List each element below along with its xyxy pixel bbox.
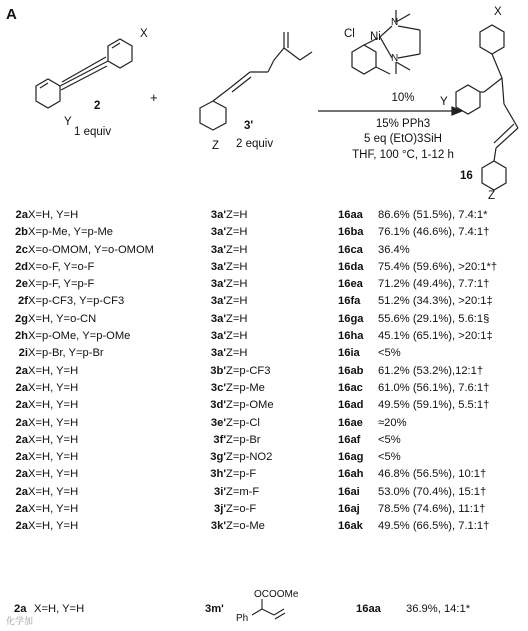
table-row — [0, 518, 497, 535]
table-row — [0, 242, 497, 259]
yield-and-ratio: <5% — [378, 347, 401, 360]
alkyne-substituents: X=H, Y=H — [28, 364, 79, 377]
product-id: 16ab — [338, 364, 364, 377]
product-id: 16ae — [338, 416, 363, 429]
product-id: 16ca — [338, 243, 363, 256]
table-row — [0, 207, 497, 224]
carbonate-id: 3a' — [210, 347, 226, 360]
panel-letter: A — [6, 6, 17, 23]
alkyne-id: 2c — [15, 243, 28, 256]
alkyne-substituents: X=p-Me, Y=p-Me — [28, 226, 113, 239]
alkyne-substituents: X=H, Y=H — [28, 209, 79, 221]
yield-and-ratio: 51.2% (34.3%), >20:1‡ — [378, 295, 493, 308]
alkyne-id: 2d — [14, 260, 28, 273]
alkyne-substituents: X=o-F, Y=o-F — [28, 260, 95, 273]
alkyne-id: 2a — [15, 468, 28, 481]
carbonate-substituent: Z=H — [226, 295, 248, 308]
yield-and-ratio: 86.6% (51.5%), 7.4:1* — [378, 209, 488, 221]
carbonate-id: 3b' — [210, 364, 226, 377]
carbonate-id: 3a' — [210, 209, 226, 221]
reactant-3-equiv: 2 equiv — [236, 138, 274, 150]
table-row — [0, 432, 497, 449]
condition-reductant: 5 eq (EtO)3SiH — [364, 133, 442, 145]
alkyne-id: 2f — [18, 295, 28, 308]
substrate-scope-table — [0, 207, 497, 536]
table-row — [0, 501, 497, 518]
alkyne-substituents: X=H, Y=H — [28, 468, 79, 481]
carbonate-substituent: Z=p-NO2 — [226, 451, 273, 464]
carbonate-substituent: Z=o-Me — [226, 520, 265, 533]
table-body — [0, 207, 497, 536]
x-label-2: X — [140, 28, 148, 40]
carbonate-substituent: Z=H — [226, 347, 248, 360]
alkyne-id: 2a — [15, 381, 28, 394]
product-id: 16ai — [338, 485, 360, 498]
carbonate-id: 3a' — [210, 295, 226, 308]
y-label-16: Y — [440, 96, 448, 108]
reactant-2-equiv: 1 equiv — [74, 126, 112, 138]
table-row-result: 36.9%, 14:1* — [406, 603, 471, 615]
carbonate-id: 3a' — [210, 330, 226, 343]
carbonate-substituent: Z=p-Br — [226, 433, 261, 446]
carbonate-id: 3g' — [210, 451, 226, 464]
table-row — [0, 363, 497, 380]
product-id: 16af — [338, 433, 361, 446]
table-row — [0, 328, 497, 345]
table-row-xy: X=H, Y=H — [34, 603, 85, 615]
carbonate-substituent: Z=H — [226, 226, 248, 239]
z-label-3: Z — [212, 140, 220, 152]
carbonate-substituent: Z=H — [226, 330, 248, 343]
yield-and-ratio: 46.8% (56.5%), 10:1† — [378, 468, 487, 481]
carbonate-substituent: Z=m-F — [226, 485, 260, 498]
table-row — [0, 345, 497, 362]
alkyne-id: 2b — [14, 226, 28, 239]
alkyne-id: 2a — [15, 433, 28, 446]
ring-catalyst — [352, 45, 376, 74]
alkyne-id: 2g — [14, 312, 28, 325]
alkyne-substituents: X=o-OMOM, Y=o-OMOM — [28, 243, 154, 256]
product-id: 16ha — [338, 330, 364, 343]
yield-and-ratio: 61.0% (56.1%), 7.6:1† — [378, 381, 490, 394]
alkyne-substituents: X=H, Y=H — [28, 520, 79, 533]
yield-and-ratio: 75.4% (59.6%), >20:1*† — [378, 260, 498, 273]
ocoome-substituent: OCOOMe — [254, 589, 299, 600]
yield-and-ratio: 78.5% (74.6%), 11:1† — [378, 503, 486, 516]
table-row-3-label: 3m' — [205, 603, 224, 615]
alkyne-substituents: X=p-OMe, Y=p-OMe — [28, 330, 131, 343]
yield-and-ratio: 55.6% (29.1%), 5.6:1§ — [378, 312, 490, 325]
alkyne-substituents: X=p-CF3, Y=p-CF3 — [28, 295, 125, 308]
product-id: 16ad — [338, 399, 364, 412]
table-row — [0, 484, 497, 501]
alkyne-id: 2a — [15, 485, 28, 498]
product-id: 16ba — [338, 226, 364, 239]
reactant-3-label: 3' — [244, 120, 254, 132]
ring-16-bottom — [482, 161, 506, 190]
carbonate-substituent: Z=p-OMe — [226, 399, 274, 412]
ring-16-top — [480, 25, 504, 54]
yield-and-ratio: 71.2% (49.4%), 7.7:1† — [378, 278, 490, 291]
alkyne-id: 2a — [15, 209, 28, 221]
alkyne-id: 2a — [15, 451, 28, 464]
watermark: 化学加 — [6, 616, 34, 626]
carbonate-substituent: Z=H — [226, 243, 248, 256]
table-row-product: 16aa — [356, 603, 381, 615]
product-id: 16ak — [338, 520, 363, 533]
carbonate-id: 3a' — [210, 226, 226, 239]
carbonate-substituent: Z=H — [226, 209, 248, 221]
yield-and-ratio: <5% — [378, 451, 401, 464]
carbonate-substituent: Z=p-Me — [226, 381, 265, 394]
reactant-2-label: 2 — [94, 100, 101, 112]
alkyne-id: 2e — [15, 278, 28, 291]
condition-ligand: 15% PPh3 — [375, 118, 431, 130]
carbonate-substituent: Z=H — [226, 260, 248, 273]
yield-and-ratio: 61.2% (53.2%),12:1† — [378, 364, 484, 377]
product-16-label: 16 — [460, 170, 473, 182]
alkyne-id: 2a — [15, 520, 28, 533]
table-row — [0, 415, 497, 432]
ph-substituent: Ph — [236, 613, 249, 624]
carbonate-id: 3c' — [210, 381, 226, 394]
alkyne-id: 2i — [18, 347, 28, 360]
product-id: 16ah — [338, 468, 364, 481]
x-label-16: X — [494, 6, 502, 18]
alkyne-substituents: X=H, Y=H — [28, 451, 79, 464]
catalyst-cl: Cl — [344, 28, 355, 40]
yield-and-ratio: 45.1% (65.1%), >20:1‡ — [378, 330, 493, 343]
carbonate-id: 3h' — [210, 468, 226, 481]
alkyne-substituents: X=H, Y=H — [28, 381, 79, 394]
yield-and-ratio: ≈20% — [378, 416, 407, 429]
catalyst-n-bottom: N — [391, 53, 399, 64]
plus-sign: + — [150, 90, 158, 105]
carbonate-substituent: Z=o-F — [226, 503, 257, 516]
table-row — [0, 380, 497, 397]
carbonate-id: 3j' — [214, 503, 226, 516]
carbonate-substituent: Z=p-CF3 — [226, 364, 271, 377]
condition-catalyst-loading: 10% — [391, 92, 415, 104]
product-id: 16ac — [338, 381, 363, 394]
alkyne-substituents: X=H, Y=H — [28, 485, 79, 498]
alkyne-id: 2a — [15, 503, 28, 516]
carbonate-substituent: Z=H — [226, 278, 248, 291]
carbonate-id: 3a' — [210, 243, 226, 256]
product-id: 16da — [338, 260, 364, 273]
catalyst-ni: Ni — [370, 31, 381, 43]
carbonate-id: 3i' — [214, 485, 226, 498]
alkyne-substituents: X=H, Y=H — [28, 399, 79, 412]
table-row — [0, 449, 497, 466]
last-row — [0, 589, 528, 629]
table-row — [0, 259, 497, 276]
z-label-16: Z — [488, 190, 496, 202]
yield-and-ratio: <5% — [378, 433, 401, 446]
alkyne-substituents: X=H, Y=H — [28, 433, 79, 446]
yield-and-ratio: 53.0% (70.4%), 15:1† — [378, 485, 487, 498]
product-id: 16aj — [338, 503, 360, 516]
product-id: 16fa — [338, 295, 361, 308]
ring-3-phenyl — [200, 101, 226, 130]
yield-and-ratio: 76.1% (46.6%), 7.4:1† — [378, 226, 490, 239]
alkyne-id: 2h — [14, 330, 28, 343]
carbonate-id: 3a' — [210, 312, 226, 325]
table-row — [0, 311, 497, 328]
alkyne-substituents: X=H, Y=H — [28, 416, 79, 429]
catalyst-n-top: N — [391, 17, 399, 28]
alkyne-substituents: X=p-Br, Y=p-Br — [28, 347, 104, 360]
yield-and-ratio: 36.4% — [378, 243, 410, 256]
carbonate-substituent: Z=p-F — [226, 468, 257, 481]
table-row — [0, 397, 497, 414]
alkyne-substituents: X=H, Y=H — [28, 503, 79, 516]
alkyne-substituents: X=H, Y=o-CN — [28, 312, 97, 325]
yield-and-ratio: 49.5% (66.5%), 7.1:1† — [378, 520, 490, 533]
carbonate-id: 3e' — [210, 416, 226, 429]
carbonate-id: 3k' — [210, 520, 226, 533]
carbonate-id: 3d' — [210, 399, 226, 412]
product-id: 16ga — [338, 312, 364, 325]
table-row — [0, 293, 497, 310]
product-id: 16ag — [338, 451, 364, 464]
carbonate-id: 3f' — [213, 433, 226, 446]
yield-and-ratio: 49.5% (59.1%), 5.5:1† — [378, 399, 490, 412]
carbonate-substituent: Z=p-Cl — [226, 416, 260, 429]
table-row-2-label: 2a — [14, 603, 27, 615]
table-row — [0, 466, 497, 483]
alkyne-id: 2a — [15, 416, 28, 429]
condition-solvent-temp: THF, 100 °C, 1-12 h — [352, 149, 454, 161]
carbonate-id: 3a' — [210, 278, 226, 291]
product-id: 16aa — [338, 209, 363, 221]
y-label-2: Y — [64, 116, 72, 128]
alkyne-substituents: X=p-F, Y=p-F — [28, 278, 95, 291]
alkyne-id: 2a — [15, 364, 28, 377]
alkyne-id: 2a — [15, 399, 28, 412]
carbonate-substituent: Z=H — [226, 312, 248, 325]
product-id: 16ia — [338, 347, 360, 360]
table-row — [0, 224, 497, 241]
table-row — [0, 276, 497, 293]
product-id: 16ea — [338, 278, 363, 291]
carbonate-id: 3a' — [210, 260, 226, 273]
